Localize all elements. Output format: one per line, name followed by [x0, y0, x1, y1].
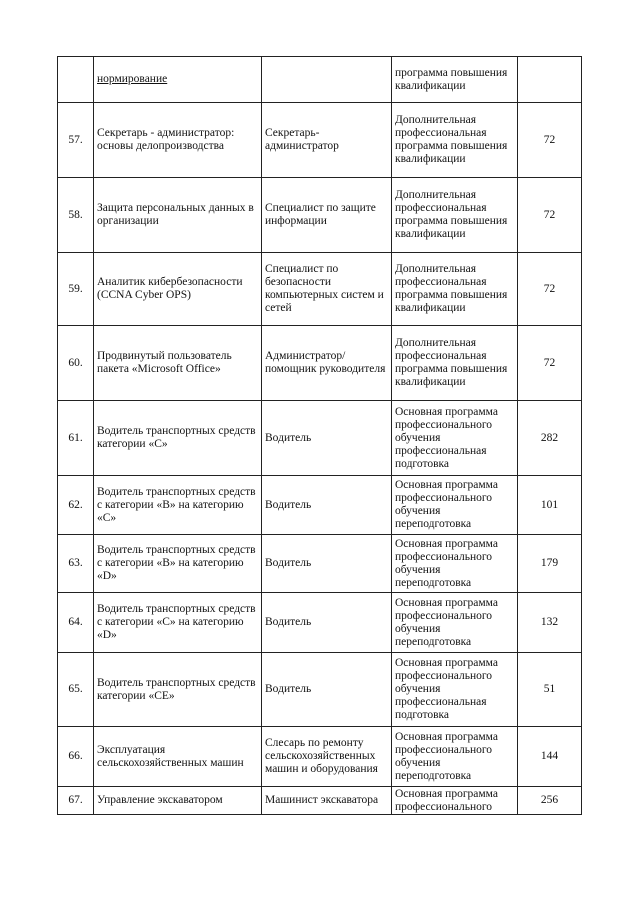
row-number: 62.	[58, 476, 94, 535]
table-row	[58, 326, 582, 401]
row-number: 58.	[58, 178, 94, 253]
hours: 282	[518, 401, 582, 476]
programs-table	[57, 56, 582, 815]
row-number: 66.	[58, 727, 94, 787]
qualification: Специалист по безопасности компьютерных систем и сетей	[262, 253, 392, 326]
hours: 179	[518, 535, 582, 593]
program-name: Управление экскаватором	[94, 787, 262, 815]
table-row	[58, 401, 582, 476]
hours: 72	[518, 103, 582, 178]
program-kind: Основная программа профессионального обучения профессиональная подготовка	[392, 653, 518, 727]
table-row	[58, 103, 582, 178]
program-kind: Основная программа профессионального обучения переподготовка	[392, 593, 518, 653]
program-name: Эксплуатация сельскохозяйственных машин	[94, 727, 262, 787]
qualification: Секретарь-администратор	[262, 103, 392, 178]
row-number: 57.	[58, 103, 94, 178]
qualification: Водитель	[262, 401, 392, 476]
program-kind: Основная программа профессионального обучения переподготовка	[392, 476, 518, 535]
table-row	[58, 57, 582, 103]
row-number: 65.	[58, 653, 94, 727]
table-row	[58, 178, 582, 253]
program-name: Водитель транспортных средств с категории «С» на категорию «D»	[94, 593, 262, 653]
hours: 72	[518, 253, 582, 326]
row-number: 59.	[58, 253, 94, 326]
qualification: Водитель	[262, 535, 392, 593]
program-name: нормирование	[94, 57, 262, 103]
row-number: 64.	[58, 593, 94, 653]
program-kind: Основная программа профессионального обучения переподготовка	[392, 535, 518, 593]
program-name: Продвинутый пользователь пакета «Microsoft Office»	[94, 326, 262, 401]
program-kind: Дополнительная профессиональная программа повышения квалификации	[392, 326, 518, 401]
program-kind: Основная программа профессионального	[392, 787, 518, 815]
program-name: Водитель транспортных средств с категории «В» на категорию «С»	[94, 476, 262, 535]
qualification: Водитель	[262, 593, 392, 653]
program-kind: Основная программа профессионального обучения переподготовка	[392, 727, 518, 787]
program-kind: Дополнительная профессиональная программа повышения квалификации	[392, 103, 518, 178]
row-number: 67.	[58, 787, 94, 815]
table-row	[58, 535, 582, 593]
table-row	[58, 476, 582, 535]
hours: 132	[518, 593, 582, 653]
hours: 72	[518, 178, 582, 253]
row-number: 60.	[58, 326, 94, 401]
qualification: Машинист экскаватора	[262, 787, 392, 815]
row-number	[58, 57, 94, 103]
hours: 72	[518, 326, 582, 401]
program-name: Защита персональных данных в организации	[94, 178, 262, 253]
program-name: Водитель транспортных средств с категории «В» на категорию «D»	[94, 535, 262, 593]
row-number: 63.	[58, 535, 94, 593]
program-kind: Основная программа профессионального обучения профессиональная подготовка	[392, 401, 518, 476]
program-name: Водитель транспортных средств категории «С»	[94, 401, 262, 476]
program-kind: Дополнительная профессиональная программа повышения квалификации	[392, 178, 518, 253]
hours	[518, 57, 582, 103]
program-name: Секретарь - администратор: основы делопроизводства	[94, 103, 262, 178]
qualification: Слесарь по ремонту сельскохозяйственных машин и оборудования	[262, 727, 392, 787]
qualification	[262, 57, 392, 103]
program-name: Аналитик кибербезопасности (CCNA Cyber OPS)	[94, 253, 262, 326]
table-row	[58, 727, 582, 787]
program-name: Водитель транспортных средств категории «СЕ»	[94, 653, 262, 727]
program-kind: программа повышения квалификации	[392, 57, 518, 103]
row-number: 61.	[58, 401, 94, 476]
qualification: Специалист по защите информации	[262, 178, 392, 253]
hours: 144	[518, 727, 582, 787]
hours: 256	[518, 787, 582, 815]
qualification: Водитель	[262, 653, 392, 727]
qualification: Водитель	[262, 476, 392, 535]
qualification: Администратор/ помощник руководителя	[262, 326, 392, 401]
table-row	[58, 593, 582, 653]
program-kind: Дополнительная профессиональная программа повышения квалификации	[392, 253, 518, 326]
table-row	[58, 787, 582, 815]
table-row	[58, 653, 582, 727]
hours: 101	[518, 476, 582, 535]
table-row	[58, 253, 582, 326]
hours: 51	[518, 653, 582, 727]
